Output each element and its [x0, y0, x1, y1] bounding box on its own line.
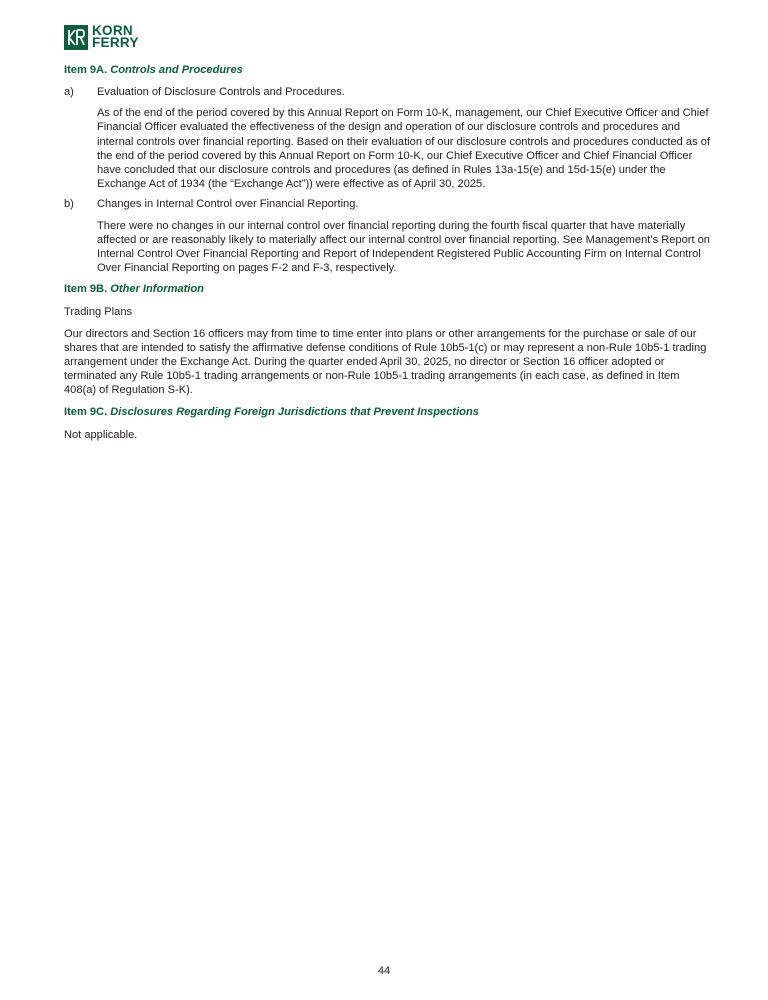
item-9a-a-row: [64, 85, 710, 99]
item-9c-title: Disclosures Regarding Foreign Jurisdictions that Prevent Inspections: [110, 405, 479, 418]
logo-line-2: FERRY: [92, 35, 139, 50]
item-9a-b-label: Changes in Internal Control over Financial Reporting.: [97, 198, 359, 211]
korn-ferry-logo-mark-icon: [64, 25, 88, 50]
document-body: [64, 60, 710, 442]
logo-line-1: KORN: [92, 23, 133, 38]
item-9a-heading: [64, 63, 710, 79]
item-9c-number: Item 9C.: [64, 405, 108, 418]
page-number: 44: [377, 965, 391, 977]
company-logo: [64, 24, 139, 50]
item-9b-paragraph: Our directors and Section 16 officers may from time to time enter into plans or other arrangements for the purchase or sale of our shares that are intended to satisfy the affirmative defense conditions of Rule 10b5-1(c) or may represent a non-Rule 10b5-1 trading arrangement under the Exchange Act. During the quarter ended April 30, 2025, no director or Section 16 officer adopted or terminated any Rule 10b5-1 trading arrangements or non-Rule 10b5-1 trading arrangements (in each case, as defined in Item 408(a) of Regulation S-K).: [64, 327, 707, 397]
logo-wordmark: [92, 25, 139, 49]
item-9a-a-paragraph: As of the end of the period covered by this Annual Report on Form 10-K, management, our Chief Executive Officer and Chief Financial Officer evaluated the effectiveness of the design and operation of our disclosure controls and procedures and internal controls over financial reporting. Based on their evaluation of our disclosure controls and procedures conducted as of the end of the period covered by this Annual Report on Form 10-K, our Chief Executive Officer and Chief Financial Officer have concluded that our disclosure controls and procedures (as defined in Rules 13a-15(e) and 15d-15(e) under the Exchange Act of 1934 (the “Exchange Act”)) were effective as of April 30, 2025.: [97, 107, 710, 191]
item-9b-heading: [64, 282, 710, 298]
item-9a-b-paragraph: There were no changes in our internal control over financial reporting during the fourth fiscal quarter that have materially affected or are reasonably likely to materially affect our internal control over financial reporting. See Management’s Report on Internal Control Over Financial Reporting and Report of Independent Registered Public Accounting Firm on Internal Control Over Financial Reporting on pages F-2 and F-3, respectively.: [97, 219, 710, 275]
item-9b-number: Item 9B.: [64, 283, 108, 296]
item-9a-b-marker: b): [64, 198, 74, 211]
item-9a-b-row: [64, 197, 710, 211]
item-9c-heading: [64, 405, 710, 421]
item-9a-a-label: Evaluation of Disclosure Controls and Procedures.: [97, 86, 345, 98]
item-9c-paragraph: Not applicable.: [64, 428, 138, 441]
item-9a-title: Controls and Procedures: [110, 64, 243, 76]
item-9a-a-marker: a): [64, 86, 74, 98]
item-9a-number: Item 9A.: [64, 64, 108, 76]
item-9b-subheading: Trading Plans: [64, 306, 133, 319]
item-9b-title: Other Information: [110, 283, 204, 296]
